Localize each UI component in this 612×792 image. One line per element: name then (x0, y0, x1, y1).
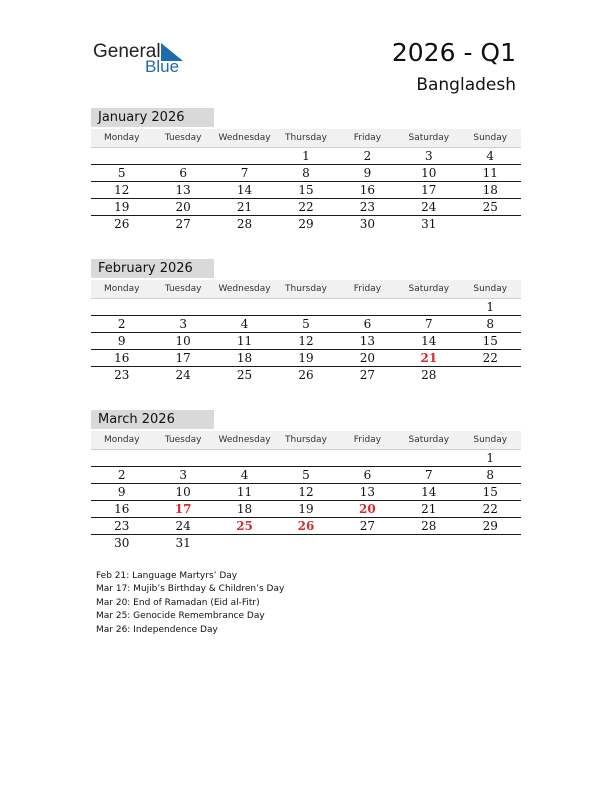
empty-day-cell (91, 450, 152, 466)
empty-day-cell (214, 450, 275, 466)
week-row (91, 148, 521, 165)
week-row (91, 333, 521, 350)
day-cell: 1 (486, 300, 495, 314)
day-cell: 6 (179, 166, 187, 180)
day-cell: 8 (302, 166, 310, 180)
day-cell: 13 (359, 485, 376, 499)
weekday-label: Wednesday (218, 435, 271, 445)
day-cell: 30 (114, 536, 130, 550)
day-cell: 8 (486, 317, 495, 331)
day-cell: 25 (482, 200, 498, 214)
weekday-label: Monday (103, 435, 140, 445)
day-cell: 21 (236, 200, 253, 214)
weekday-label: Wednesday (218, 284, 271, 294)
month-title: January 2026 (91, 108, 214, 127)
week-row (91, 518, 521, 535)
week-row (91, 450, 521, 467)
day-cell: 18 (482, 183, 498, 197)
week-row (91, 216, 521, 232)
day-cell: 27 (359, 519, 376, 533)
weekday-label: Monday (103, 284, 140, 294)
weekday-label: Tuesday (164, 284, 202, 294)
week-row (91, 535, 521, 551)
empty-day-cell (275, 299, 336, 315)
day-cell: 17 (421, 183, 437, 197)
day-cell: 28 (421, 368, 437, 382)
day-cell: 14 (236, 183, 253, 197)
day-cell: 16 (114, 351, 130, 365)
day-cell: 5 (302, 468, 310, 482)
week-rows (91, 450, 521, 551)
day-cell: 15 (482, 485, 498, 499)
day-cell: 26 (114, 217, 130, 231)
empty-day-cell (460, 535, 521, 551)
day-cell: 10 (175, 334, 191, 348)
holiday-day-cell: 17 (174, 502, 192, 516)
day-cell: 2 (363, 149, 372, 163)
weekday-label: Monday (103, 133, 140, 143)
empty-day-cell (398, 535, 459, 551)
day-cell: 6 (363, 468, 372, 482)
day-cell: 7 (425, 317, 433, 331)
week-row (91, 501, 521, 518)
empty-day-cell (337, 299, 398, 315)
day-cell: 19 (298, 502, 314, 516)
day-cell: 14 (421, 334, 437, 348)
day-cell: 9 (117, 485, 126, 499)
week-row (91, 350, 521, 367)
weekday-label: Thursday (285, 435, 327, 445)
weekday-header-row (91, 431, 521, 450)
empty-day-cell (152, 299, 213, 315)
day-cell: 19 (298, 351, 314, 365)
day-cell: 21 (421, 502, 437, 516)
holiday-item: Mar 20: End of Ramadan (Eid al-Fitr) (96, 597, 260, 608)
day-cell: 10 (421, 166, 437, 180)
empty-day-cell (337, 535, 398, 551)
empty-day-cell (460, 367, 521, 383)
day-cell: 8 (486, 468, 495, 482)
weekday-label: Saturday (408, 435, 450, 445)
day-cell: 11 (236, 485, 253, 499)
day-cell: 4 (240, 468, 249, 482)
weekday-label: Friday (353, 133, 382, 143)
day-cell: 7 (240, 166, 249, 180)
week-row (91, 316, 521, 333)
day-cell: 3 (179, 468, 187, 482)
day-cell: 13 (359, 334, 376, 348)
empty-day-cell (275, 535, 336, 551)
month-title: February 2026 (91, 259, 214, 278)
empty-day-cell (91, 299, 152, 315)
day-cell: 9 (117, 334, 126, 348)
weekday-label: Thursday (285, 284, 327, 294)
empty-day-cell (337, 450, 398, 466)
weekday-label: Saturday (408, 284, 450, 294)
quarter-title: 2026 - Q1 (391, 38, 516, 67)
day-cell: 20 (359, 351, 376, 365)
empty-day-cell (214, 535, 275, 551)
day-cell: 23 (359, 200, 376, 214)
day-cell: 4 (240, 317, 249, 331)
day-cell: 17 (175, 351, 191, 365)
day-cell: 29 (298, 217, 314, 231)
empty-day-cell (398, 299, 459, 315)
holiday-day-cell: 26 (297, 519, 315, 533)
day-cell: 9 (363, 166, 372, 180)
day-cell: 22 (482, 502, 498, 516)
week-row (91, 182, 521, 199)
month-title: March 2026 (91, 410, 214, 429)
week-row (91, 165, 521, 182)
weekday-header-row (91, 129, 521, 148)
empty-day-cell (275, 450, 336, 466)
day-cell: 12 (298, 485, 314, 499)
day-cell: 5 (302, 317, 310, 331)
day-cell: 16 (114, 502, 130, 516)
day-cell: 4 (486, 149, 495, 163)
day-cell: 3 (425, 149, 433, 163)
day-cell: 11 (236, 334, 253, 348)
day-cell: 11 (482, 166, 498, 180)
logo-blue-text: Blue (145, 57, 180, 76)
empty-day-cell (460, 216, 521, 232)
day-cell: 6 (363, 317, 372, 331)
weekday-label: Wednesday (218, 133, 271, 143)
day-cell: 12 (298, 334, 314, 348)
weekday-label: Sunday (473, 133, 508, 143)
day-cell: 23 (114, 368, 130, 382)
day-cell: 15 (298, 183, 314, 197)
day-cell: 24 (175, 368, 191, 382)
week-rows (91, 299, 521, 383)
day-cell: 28 (421, 519, 437, 533)
day-cell: 23 (114, 519, 130, 533)
holiday-day-cell: 20 (359, 502, 376, 516)
holiday-list (96, 570, 284, 637)
day-cell: 2 (117, 468, 126, 482)
day-cell: 18 (236, 502, 253, 516)
weekday-label: Friday (353, 435, 382, 445)
weekday-header-row (91, 280, 521, 299)
week-row (91, 367, 521, 383)
week-rows (91, 148, 521, 232)
day-cell: 29 (482, 519, 498, 533)
day-cell: 1 (302, 149, 310, 163)
week-row (91, 199, 521, 216)
month-march (91, 410, 521, 551)
generalblue-logo (93, 41, 193, 77)
holiday-item: Mar 17: Mujib’s Birthday & Children’s Day (96, 584, 285, 595)
day-cell: 2 (117, 317, 126, 331)
weekday-label: Sunday (473, 435, 508, 445)
holiday-day-cell: 25 (236, 519, 253, 533)
empty-day-cell (214, 299, 275, 315)
day-cell: 13 (175, 183, 191, 197)
day-cell: 10 (175, 485, 191, 499)
empty-day-cell (214, 148, 275, 164)
day-cell: 28 (236, 217, 253, 231)
weekday-label: Tuesday (164, 435, 202, 445)
weekday-label: Tuesday (164, 133, 202, 143)
empty-day-cell (91, 148, 152, 164)
country-name: Bangladesh (416, 75, 516, 95)
day-cell: 22 (482, 351, 498, 365)
month-february (91, 259, 521, 383)
day-cell: 26 (298, 368, 314, 382)
day-cell: 31 (421, 217, 437, 231)
month-january (91, 108, 521, 232)
day-cell: 24 (421, 200, 437, 214)
day-cell: 12 (114, 183, 130, 197)
logo-general-text: General (93, 41, 161, 62)
holiday-item: Mar 25: Genocide Remembrance Day (96, 611, 265, 622)
weekday-label: Thursday (285, 133, 327, 143)
day-cell: 27 (359, 368, 376, 382)
week-row (91, 484, 521, 501)
day-cell: 5 (117, 166, 126, 180)
day-cell: 1 (486, 451, 495, 465)
week-row (91, 467, 521, 484)
holiday-item: Mar 26: Independence Day (96, 624, 218, 635)
day-cell: 25 (236, 368, 253, 382)
empty-day-cell (152, 450, 213, 466)
empty-day-cell (398, 450, 459, 466)
holiday-day-cell: 21 (420, 351, 438, 365)
day-cell: 14 (421, 485, 437, 499)
day-cell: 30 (359, 217, 376, 231)
weekday-label: Saturday (408, 133, 450, 143)
day-cell: 19 (114, 200, 130, 214)
day-cell: 7 (425, 468, 433, 482)
day-cell: 20 (175, 200, 191, 214)
week-row (91, 299, 521, 316)
day-cell: 27 (175, 217, 191, 231)
day-cell: 22 (298, 200, 314, 214)
day-cell: 16 (359, 183, 376, 197)
holiday-item: Feb 21: Language Martyrs’ Day (96, 571, 238, 581)
empty-day-cell (152, 148, 213, 164)
day-cell: 18 (236, 351, 253, 365)
day-cell: 24 (175, 519, 191, 533)
day-cell: 3 (179, 317, 187, 331)
weekday-label: Sunday (473, 284, 508, 294)
day-cell: 15 (482, 334, 498, 348)
day-cell: 31 (175, 536, 191, 550)
weekday-label: Friday (353, 284, 382, 294)
